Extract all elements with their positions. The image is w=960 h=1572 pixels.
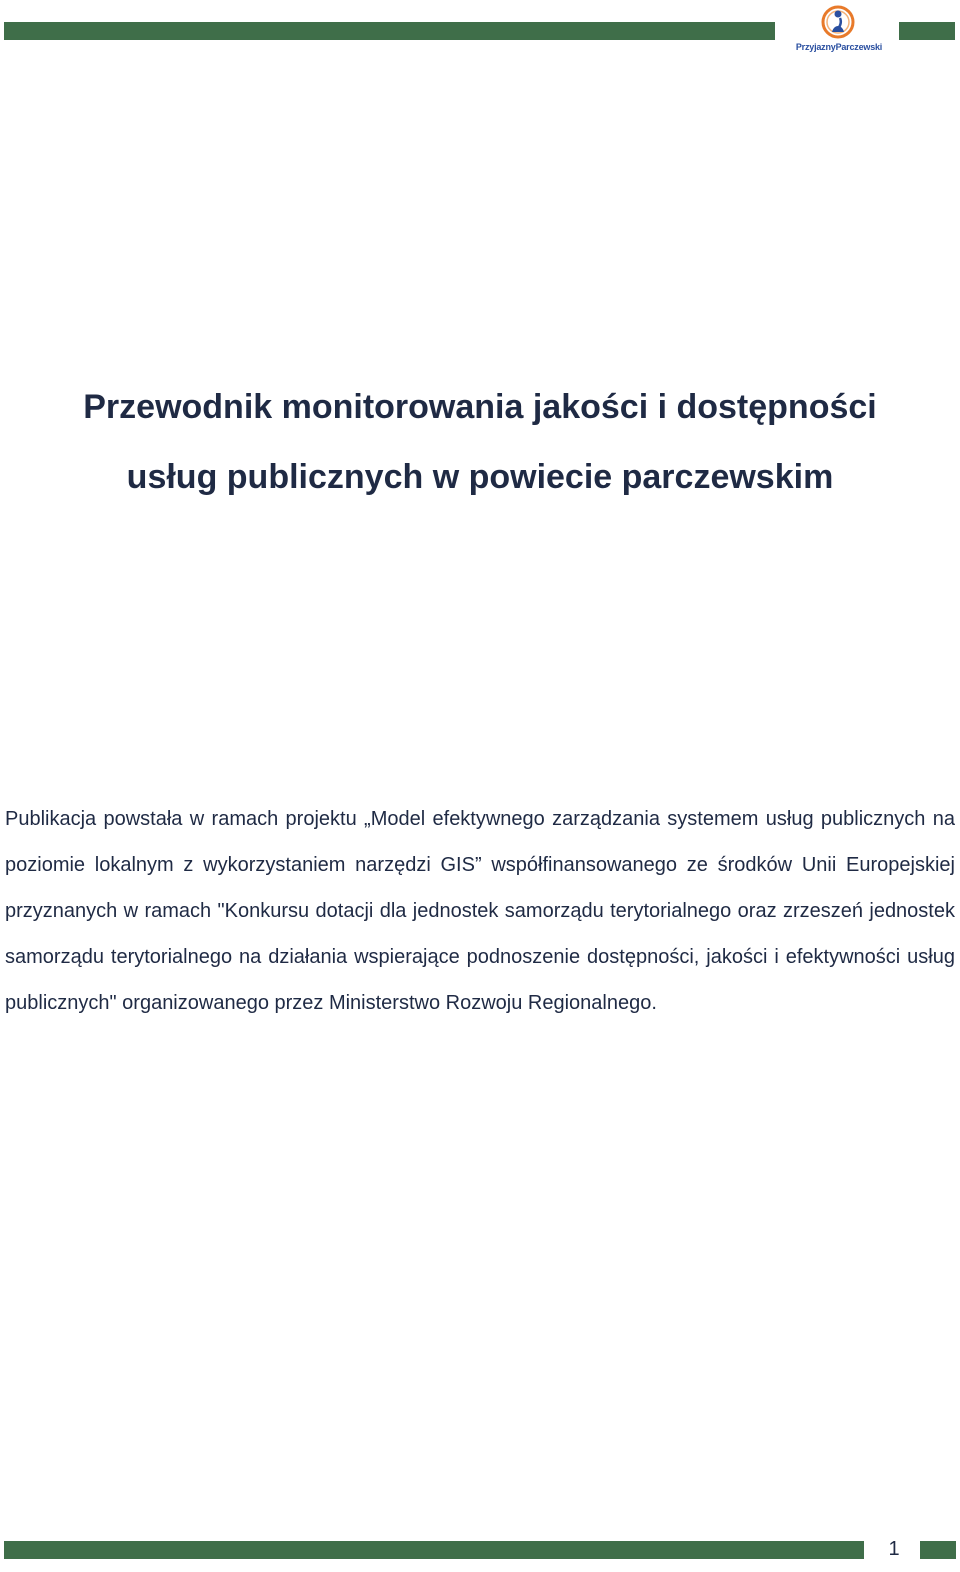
przyjazny-parczewski-logo-icon [794,4,884,54]
logo-text: PrzyjaznyParczewski [795,42,883,52]
publication-note: Publikacja powstała w ramach projektu „Model efektywnego zarządzania systemem usług publicznych na poziomie lokalnym z wykorzystaniem narzędzi GIS” współfinansowanego ze środków Unii Europejskiej przyznanych w ramach "Konkursu dotacji dla jednostek samorządu terytorialnego oraz zrzeszeń jednostek samorządu terytorialnego na działania wspierające podnoszenie dostępności, jakości i efektywności usług publicznych" organizowanego przez Ministerstwo Rozwoju Regionalnego. [5,808,955,1014]
document-title-line-1: Przewodnik monitorowania jakości i dostępności [83,388,877,426]
footer-bar-right [920,1541,956,1559]
footer-bar-left [4,1541,864,1559]
page-number: 1 [888,1538,900,1560]
header-bar-right [899,22,955,40]
logo-emblem-icon [818,4,858,42]
header-bar-left [4,22,775,40]
document-title-line-2: usług publicznych w powiecie parczewskim [126,458,834,496]
